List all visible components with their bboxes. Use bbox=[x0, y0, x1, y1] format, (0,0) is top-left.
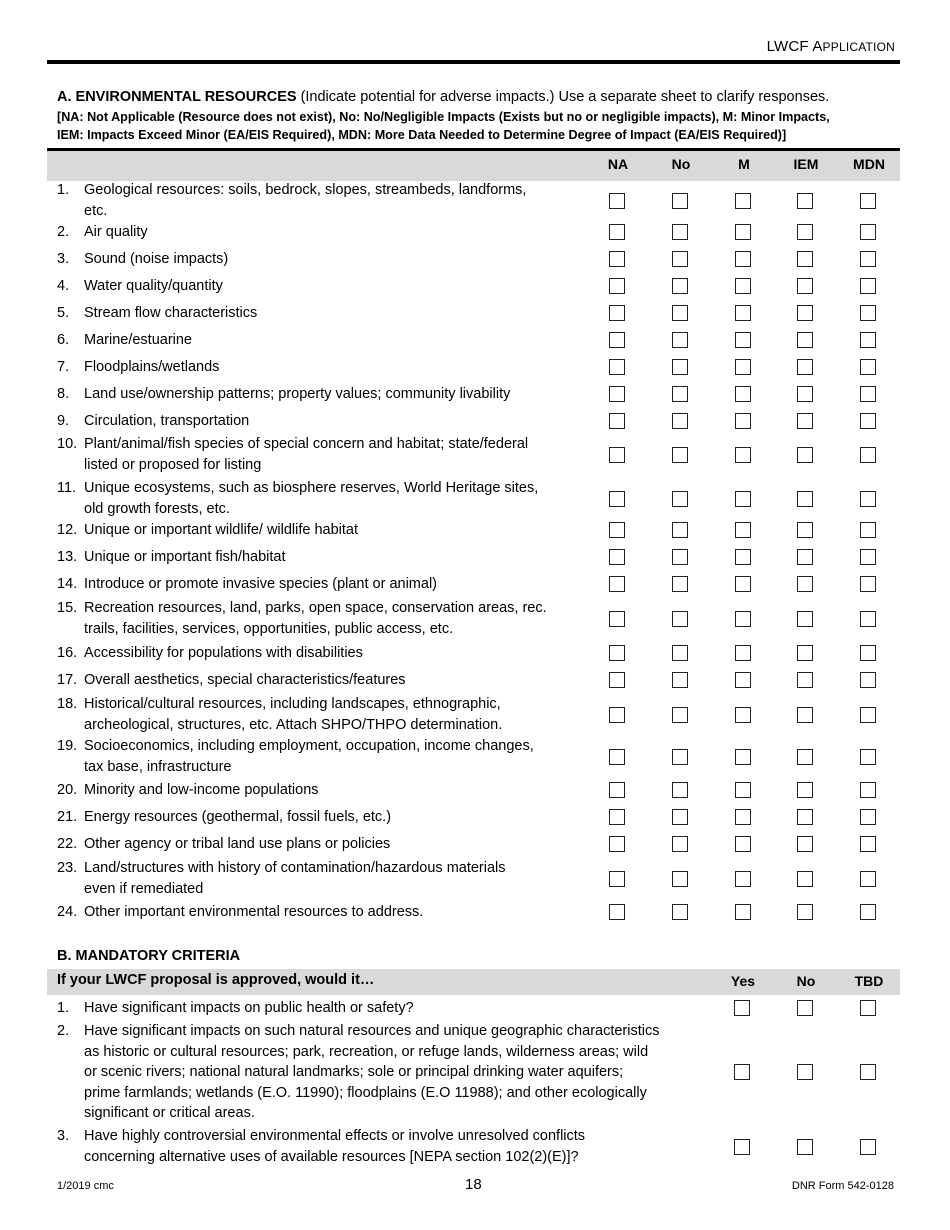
checkbox-na[interactable] bbox=[609, 871, 625, 887]
checkbox-no[interactable] bbox=[672, 332, 688, 348]
resource-item-text bbox=[84, 736, 534, 777]
checkbox-mdn[interactable] bbox=[860, 447, 876, 463]
checkbox-iem[interactable] bbox=[797, 224, 813, 240]
resource-item-text-line: Historical/cultural resources, including landscapes, ethnographic, bbox=[84, 696, 501, 712]
checkbox-no[interactable] bbox=[672, 224, 688, 240]
resource-item-text-line: listed or proposed for listing bbox=[84, 456, 262, 473]
checkbox-m[interactable] bbox=[735, 871, 751, 887]
resource-item-text bbox=[84, 598, 547, 639]
resource-item-text-line: Recreation resources, land, parks, open space, conservation areas, rec. bbox=[84, 600, 547, 616]
resource-item-text-line: Introduce or promote invasive species (plant or animal) bbox=[84, 576, 437, 592]
checkbox-na[interactable] bbox=[609, 611, 625, 627]
checkbox-no[interactable] bbox=[797, 1139, 813, 1155]
criteria-item-text-line: Have significant impacts on such natural resources and unique geographic characteristics bbox=[84, 1023, 660, 1039]
checkbox-no[interactable] bbox=[672, 707, 688, 723]
resource-item-number: 7. bbox=[57, 359, 70, 375]
resource-item-text bbox=[84, 780, 319, 801]
checkbox-na[interactable] bbox=[609, 413, 625, 429]
resource-item-number: 10. bbox=[57, 436, 78, 452]
checkbox-tbd[interactable] bbox=[860, 1000, 876, 1016]
column-header-no-b: No bbox=[796, 973, 816, 989]
checkbox-no[interactable] bbox=[672, 611, 688, 627]
checkbox-mdn[interactable] bbox=[860, 413, 876, 429]
section-a-column-header-bar bbox=[47, 148, 900, 181]
criteria-item-text-line: concerning alternative uses of available resources [NEPA section 102(2)(E)]? bbox=[84, 1148, 579, 1165]
checkbox-no[interactable] bbox=[672, 645, 688, 661]
checkbox-iem[interactable] bbox=[797, 836, 813, 852]
checkbox-na[interactable] bbox=[609, 305, 625, 321]
resource-item-number: 12. bbox=[57, 522, 78, 538]
checkbox-mdn[interactable] bbox=[860, 332, 876, 348]
checkbox-yes[interactable] bbox=[734, 1000, 750, 1016]
checkbox-m[interactable] bbox=[735, 193, 751, 209]
checkbox-iem[interactable] bbox=[797, 305, 813, 321]
legend-line-2: IEM: Impacts Exceed Minor (EA/EIS Required), MDN: More Data Needed to Determine Degree of Impact (EA/EIS Required)] bbox=[57, 128, 787, 142]
checkbox-iem[interactable] bbox=[797, 611, 813, 627]
resource-item-text bbox=[84, 249, 228, 270]
section-a-intro bbox=[57, 88, 897, 106]
section-b-title: B. MANDATORY CRITERIA bbox=[57, 948, 241, 964]
checkbox-na[interactable] bbox=[609, 447, 625, 463]
checkbox-no[interactable] bbox=[672, 672, 688, 688]
resource-item-number: 14. bbox=[57, 576, 78, 592]
resource-item-number: 16. bbox=[57, 645, 78, 661]
resource-item-text bbox=[84, 384, 510, 405]
resource-item-text-line: Other important environmental resources to address. bbox=[84, 904, 424, 920]
resource-item-number: 24. bbox=[57, 904, 78, 920]
checkbox-na[interactable] bbox=[609, 332, 625, 348]
checkbox-m[interactable] bbox=[735, 836, 751, 852]
column-header-tbd-b: TBD bbox=[854, 973, 884, 989]
checkbox-mdn[interactable] bbox=[860, 782, 876, 798]
checkbox-na[interactable] bbox=[609, 809, 625, 825]
checkbox-m[interactable] bbox=[735, 224, 751, 240]
checkbox-na[interactable] bbox=[609, 749, 625, 765]
header-rule bbox=[47, 60, 900, 64]
resource-item-text-line: trails, facilities, services, opportunities, public access, etc. bbox=[84, 620, 454, 637]
checkbox-mdn[interactable] bbox=[860, 549, 876, 565]
resource-item-text bbox=[84, 670, 406, 691]
checkbox-na[interactable] bbox=[609, 576, 625, 592]
resource-item-text bbox=[84, 834, 390, 855]
page-header bbox=[47, 38, 895, 55]
footer-page-number: 18 bbox=[465, 1176, 482, 1193]
resource-item-number: 23. bbox=[57, 860, 78, 876]
resource-item-text bbox=[84, 330, 192, 351]
checkbox-na[interactable] bbox=[609, 836, 625, 852]
header-title-first: LWCF A bbox=[766, 38, 823, 55]
checkbox-na[interactable] bbox=[609, 645, 625, 661]
resource-item-text bbox=[84, 520, 358, 541]
resource-item-text-line: Minority and low-income populations bbox=[84, 782, 319, 798]
resource-item-text-line: Plant/animal/fish species of special concern and habitat; state/federal bbox=[84, 436, 529, 452]
resource-item-text-line: Land use/ownership patterns; property values; community livability bbox=[84, 386, 511, 402]
column-header-na: NA bbox=[607, 156, 629, 172]
checkbox-iem[interactable] bbox=[797, 386, 813, 402]
resource-item-text-line: Energy resources (geothermal, fossil fuels, etc.) bbox=[84, 809, 392, 825]
resource-item-text bbox=[84, 694, 502, 735]
checkbox-no[interactable] bbox=[672, 491, 688, 507]
checkbox-iem[interactable] bbox=[797, 782, 813, 798]
checkbox-na[interactable] bbox=[609, 251, 625, 267]
checkbox-no[interactable] bbox=[672, 413, 688, 429]
checkbox-mdn[interactable] bbox=[860, 386, 876, 402]
checkbox-iem[interactable] bbox=[797, 809, 813, 825]
resource-item-text-line: Marine/estuarine bbox=[84, 332, 192, 348]
legend-line-1: [NA: Not Applicable (Resource does not exist), No: No/Negligible Impacts (Exists but no or negligible impacts), M: Minor Impacts, bbox=[57, 110, 830, 124]
resource-item-text-line: etc. bbox=[84, 202, 108, 219]
checkbox-mdn[interactable] bbox=[860, 522, 876, 538]
checkbox-no[interactable] bbox=[672, 359, 688, 375]
checkbox-iem[interactable] bbox=[797, 549, 813, 565]
checkbox-iem[interactable] bbox=[797, 447, 813, 463]
resource-item-number: 1. bbox=[57, 182, 70, 198]
checkbox-m[interactable] bbox=[735, 904, 751, 920]
footer-date: 1/2019 cmc bbox=[57, 1180, 114, 1192]
checkbox-mdn[interactable] bbox=[860, 749, 876, 765]
checkbox-na[interactable] bbox=[609, 193, 625, 209]
resource-item-text bbox=[84, 574, 437, 595]
resource-item-number: 11. bbox=[57, 480, 77, 496]
section-a-title: A. ENVIRONMENTAL RESOURCES bbox=[57, 89, 297, 105]
resource-item-number: 21. bbox=[57, 809, 78, 825]
resource-item-text-line: Water quality/quantity bbox=[84, 278, 223, 294]
resource-item-text-line: Air quality bbox=[84, 224, 148, 240]
criteria-item-text-line: or scenic rivers; national natural landmarks; sole or principal drinking water aquifers; bbox=[84, 1064, 624, 1080]
checkbox-iem[interactable] bbox=[797, 332, 813, 348]
checkbox-m[interactable] bbox=[735, 278, 751, 294]
checkbox-mdn[interactable] bbox=[860, 672, 876, 688]
resource-item-text bbox=[84, 357, 219, 378]
resource-item-number: 5. bbox=[57, 305, 70, 321]
resource-item-number: 9. bbox=[57, 413, 70, 429]
checkbox-no[interactable] bbox=[672, 836, 688, 852]
resource-item-number: 20. bbox=[57, 782, 78, 798]
checkbox-na[interactable] bbox=[609, 224, 625, 240]
checkbox-mdn[interactable] bbox=[860, 305, 876, 321]
criteria-item-text-line: as historic or cultural resources; park, recreation, or refuge lands, wilderness areas; wild bbox=[84, 1043, 649, 1060]
resource-item-text-line: Sound (noise impacts) bbox=[84, 251, 229, 267]
checkbox-m[interactable] bbox=[735, 332, 751, 348]
checkbox-na[interactable] bbox=[609, 359, 625, 375]
resource-item-text-line: Unique or important fish/habitat bbox=[84, 549, 286, 565]
checkbox-no[interactable] bbox=[672, 809, 688, 825]
resource-item-text bbox=[84, 858, 506, 899]
checkbox-mdn[interactable] bbox=[860, 809, 876, 825]
checkbox-no[interactable] bbox=[672, 749, 688, 765]
criteria-item-text bbox=[84, 1126, 585, 1167]
checkbox-no[interactable] bbox=[672, 447, 688, 463]
checkbox-iem[interactable] bbox=[797, 904, 813, 920]
checkbox-no[interactable] bbox=[672, 782, 688, 798]
section-a-legend bbox=[57, 108, 897, 144]
column-header-m: M bbox=[738, 156, 750, 172]
checkbox-m[interactable] bbox=[735, 672, 751, 688]
checkbox-iem[interactable] bbox=[797, 749, 813, 765]
resource-item-number: 13. bbox=[57, 549, 78, 565]
criteria-item-number: 3. bbox=[57, 1128, 70, 1144]
criteria-item-text-line: significant or critical areas. bbox=[84, 1105, 255, 1121]
section-b-question: If your LWCF proposal is approved, would it… bbox=[57, 972, 375, 988]
checkbox-mdn[interactable] bbox=[860, 904, 876, 920]
resource-item-text bbox=[84, 478, 538, 519]
resource-item-text bbox=[84, 411, 249, 432]
checkbox-iem[interactable] bbox=[797, 672, 813, 688]
checkbox-na[interactable] bbox=[609, 522, 625, 538]
column-header-iem: IEM bbox=[793, 156, 819, 172]
checkbox-no[interactable] bbox=[672, 193, 688, 209]
resource-item-text-line: even if remediated bbox=[84, 880, 204, 897]
column-header-no: No bbox=[671, 156, 691, 172]
resource-item-text-line: tax base, infrastructure bbox=[84, 758, 232, 775]
criteria-item-text-line: Have significant impacts on public health or safety? bbox=[84, 1000, 414, 1016]
checkbox-no[interactable] bbox=[672, 871, 688, 887]
criteria-item-text bbox=[84, 998, 414, 1019]
checkbox-iem[interactable] bbox=[797, 193, 813, 209]
resource-item-text-line: Unique or important wildlife/ wildlife habitat bbox=[84, 522, 359, 538]
resource-item-number: 19. bbox=[57, 738, 78, 754]
checkbox-iem[interactable] bbox=[797, 645, 813, 661]
footer-form-number: DNR Form 542-0128 bbox=[791, 1180, 894, 1192]
checkbox-iem[interactable] bbox=[797, 251, 813, 267]
checkbox-mdn[interactable] bbox=[860, 224, 876, 240]
resource-item-text bbox=[84, 222, 148, 243]
resource-item-number: 17. bbox=[57, 672, 78, 688]
checkbox-na[interactable] bbox=[609, 904, 625, 920]
checkbox-mdn[interactable] bbox=[860, 491, 876, 507]
checkbox-na[interactable] bbox=[609, 782, 625, 798]
checkbox-no[interactable] bbox=[672, 278, 688, 294]
resource-item-number: 2. bbox=[57, 224, 70, 240]
criteria-item-text bbox=[84, 1021, 659, 1124]
resource-item-number: 6. bbox=[57, 332, 70, 348]
checkbox-no[interactable] bbox=[672, 549, 688, 565]
resource-item-text-line: Other agency or tribal land use plans or policies bbox=[84, 836, 391, 852]
column-header-yes-b: Yes bbox=[730, 973, 756, 989]
resource-item-number: 22. bbox=[57, 836, 78, 852]
resource-item-text bbox=[84, 807, 391, 828]
checkbox-na[interactable] bbox=[609, 491, 625, 507]
checkbox-m[interactable] bbox=[735, 749, 751, 765]
checkbox-iem[interactable] bbox=[797, 413, 813, 429]
resource-item-text bbox=[84, 180, 526, 221]
checkbox-m[interactable] bbox=[735, 491, 751, 507]
resource-item-text-line: Circulation, transportation bbox=[84, 413, 250, 429]
resource-item-number: 3. bbox=[57, 251, 70, 267]
resource-item-number: 4. bbox=[57, 278, 70, 294]
checkbox-mdn[interactable] bbox=[860, 645, 876, 661]
resource-item-text bbox=[84, 276, 223, 297]
resource-item-text bbox=[84, 303, 257, 324]
resource-item-text-line: Accessibility for populations with disabilities bbox=[84, 645, 363, 661]
resource-item-text-line: Unique ecosystems, such as biosphere reserves, World Heritage sites, bbox=[84, 480, 539, 496]
checkbox-tbd[interactable] bbox=[860, 1064, 876, 1080]
checkbox-mdn[interactable] bbox=[860, 278, 876, 294]
checkbox-mdn[interactable] bbox=[860, 611, 876, 627]
checkbox-iem[interactable] bbox=[797, 522, 813, 538]
checkbox-yes[interactable] bbox=[734, 1139, 750, 1155]
checkbox-m[interactable] bbox=[735, 809, 751, 825]
checkbox-m[interactable] bbox=[735, 549, 751, 565]
checkbox-iem[interactable] bbox=[797, 576, 813, 592]
resource-item-text bbox=[84, 643, 363, 664]
checkbox-m[interactable] bbox=[735, 413, 751, 429]
checkbox-m[interactable] bbox=[735, 707, 751, 723]
column-header-mdn: MDN bbox=[853, 156, 885, 172]
checkbox-no[interactable] bbox=[672, 576, 688, 592]
checkbox-mdn[interactable] bbox=[860, 707, 876, 723]
resource-item-number: 15. bbox=[57, 600, 78, 616]
resource-item-number: 18. bbox=[57, 696, 78, 712]
checkbox-no[interactable] bbox=[797, 1064, 813, 1080]
resource-item-text-line: old growth forests, etc. bbox=[84, 500, 230, 517]
checkbox-tbd[interactable] bbox=[860, 1139, 876, 1155]
section-a-instruction: (Indicate potential for adverse impacts.) Use a separate sheet to clarify responses. bbox=[296, 89, 830, 105]
resource-item-text-line: archeological, structures, etc. Attach SHPO/THPO determination. bbox=[84, 716, 503, 733]
checkbox-na[interactable] bbox=[609, 672, 625, 688]
criteria-item-number: 1. bbox=[57, 1000, 70, 1016]
criteria-item-text-line: Have highly controversial environmental effects or involve unresolved conflicts bbox=[84, 1128, 586, 1144]
checkbox-mdn[interactable] bbox=[860, 576, 876, 592]
resource-item-text bbox=[84, 902, 423, 923]
checkbox-m[interactable] bbox=[735, 782, 751, 798]
header-title-rest: PPLICATION bbox=[822, 40, 895, 54]
checkbox-mdn[interactable] bbox=[860, 836, 876, 852]
checkbox-mdn[interactable] bbox=[860, 359, 876, 375]
checkbox-no[interactable] bbox=[672, 522, 688, 538]
checkbox-m[interactable] bbox=[735, 305, 751, 321]
checkbox-m[interactable] bbox=[735, 576, 751, 592]
checkbox-na[interactable] bbox=[609, 707, 625, 723]
checkbox-na[interactable] bbox=[609, 549, 625, 565]
checkbox-m[interactable] bbox=[735, 447, 751, 463]
checkbox-mdn[interactable] bbox=[860, 251, 876, 267]
resource-item-text-line: Land/structures with history of contamination/hazardous materials bbox=[84, 860, 506, 876]
checkbox-iem[interactable] bbox=[797, 871, 813, 887]
criteria-item-text-line: prime farmlands; wetlands (E.O. 11990); floodplains (E.O 11988); and other ecologically bbox=[84, 1084, 647, 1101]
checkbox-yes[interactable] bbox=[734, 1064, 750, 1080]
checkbox-iem[interactable] bbox=[797, 359, 813, 375]
checkbox-mdn[interactable] bbox=[860, 871, 876, 887]
checkbox-iem[interactable] bbox=[797, 707, 813, 723]
checkbox-m[interactable] bbox=[735, 251, 751, 267]
checkbox-no[interactable] bbox=[672, 904, 688, 920]
resource-item-text-line: Overall aesthetics, special characteristics/features bbox=[84, 672, 406, 688]
resource-item-text-line: Floodplains/wetlands bbox=[84, 359, 220, 375]
checkbox-mdn[interactable] bbox=[860, 193, 876, 209]
checkbox-iem[interactable] bbox=[797, 278, 813, 294]
checkbox-na[interactable] bbox=[609, 278, 625, 294]
checkbox-m[interactable] bbox=[735, 522, 751, 538]
checkbox-no[interactable] bbox=[672, 305, 688, 321]
resource-item-number: 8. bbox=[57, 386, 70, 402]
checkbox-no[interactable] bbox=[797, 1000, 813, 1016]
checkbox-iem[interactable] bbox=[797, 491, 813, 507]
resource-item-text bbox=[84, 547, 286, 568]
checkbox-no[interactable] bbox=[672, 386, 688, 402]
resource-item-text bbox=[84, 434, 528, 475]
checkbox-no[interactable] bbox=[672, 251, 688, 267]
resource-item-text-line: Geological resources: soils, bedrock, slopes, streambeds, landforms, bbox=[84, 182, 527, 198]
resource-item-text-line: Stream flow characteristics bbox=[84, 305, 258, 321]
checkbox-m[interactable] bbox=[735, 359, 751, 375]
checkbox-na[interactable] bbox=[609, 386, 625, 402]
checkbox-m[interactable] bbox=[735, 645, 751, 661]
criteria-item-number: 2. bbox=[57, 1023, 70, 1039]
resource-item-text-line: Socioeconomics, including employment, occupation, income changes, bbox=[84, 738, 534, 754]
checkbox-m[interactable] bbox=[735, 386, 751, 402]
checkbox-m[interactable] bbox=[735, 611, 751, 627]
